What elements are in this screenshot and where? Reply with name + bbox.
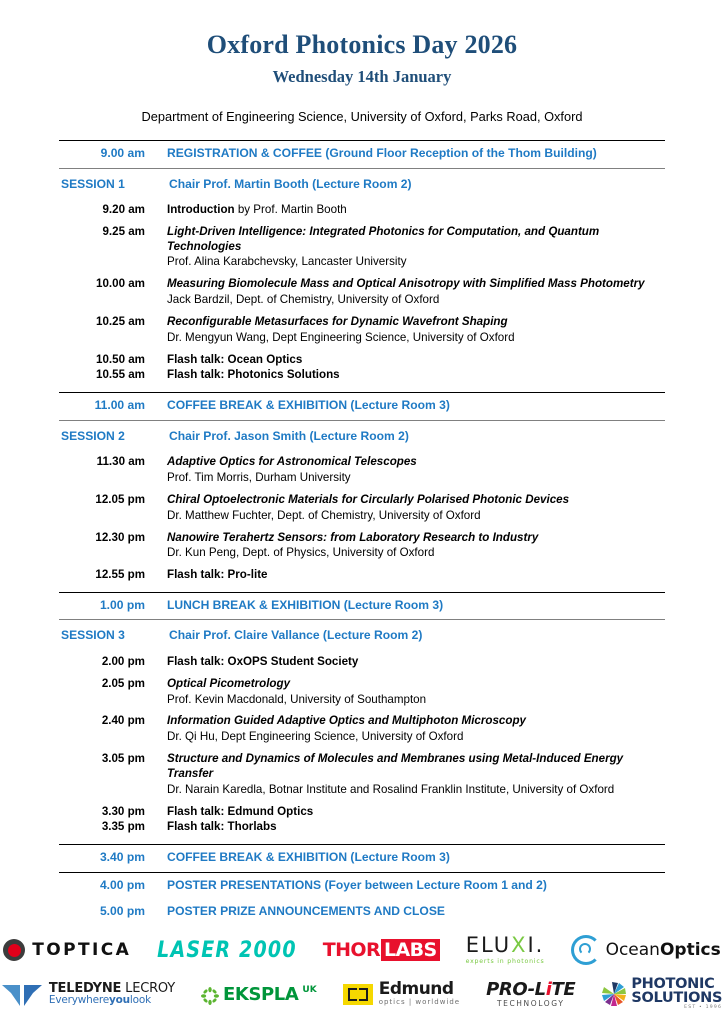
row-time: 10.00 am (96, 277, 145, 291)
schedule-row-registration (59, 140, 665, 168)
talk-body (145, 752, 665, 797)
session-header-2 (59, 421, 665, 448)
ekspla-burst-icon (201, 987, 219, 1005)
talk-row (59, 707, 665, 745)
laser2000-logo (157, 931, 297, 969)
talk-row (59, 308, 665, 346)
spacer (59, 835, 665, 844)
talk-speaker: Prof. Tim Morris, Durham University (167, 471, 351, 485)
session-header-3 (59, 620, 665, 647)
talk-title: Nanowire Terahertz Sensors: from Laboratory Research to Industry (167, 530, 539, 544)
row-time: 12.55 pm (95, 568, 145, 582)
edmund-optics-logo (343, 975, 460, 1013)
talk-speaker: Dr. Mengyun Wang, Dept Engineering Science, University of Oxford (167, 330, 515, 344)
row-time: 9.25 am (102, 224, 145, 238)
talk-row (59, 670, 665, 708)
schedule-row-lunch-break (59, 592, 665, 620)
talk-row (59, 486, 665, 524)
session-header-1 (59, 169, 665, 196)
session-label: SESSION 1 (61, 176, 125, 191)
row-time: 3.30 pm (101, 804, 145, 818)
session-chair: Chair Prof. Jason Smith (Lecture Room 2) (169, 428, 409, 443)
talk-row (59, 448, 665, 486)
row-time: 2.05 pm (101, 676, 145, 690)
photonic-solutions-pinwheel-icon (601, 981, 627, 1007)
session-chair: Chair Prof. Martin Booth (Lecture Room 2) (169, 176, 412, 191)
spacer (59, 383, 665, 392)
talk-body (145, 531, 665, 562)
edmund-tagline: optics | worldwide (378, 998, 461, 1007)
oceanoptics-logo (571, 931, 721, 969)
thorlabs-wordmark (323, 939, 440, 961)
talk-speaker: Dr. Kun Peng, Dept. of Physics, University of Oxford (167, 546, 435, 560)
photonic-solutions-line2: SOLUTIONS (631, 990, 723, 1007)
flash-talk-row (59, 648, 665, 670)
edmund-eo-icon (343, 984, 373, 1005)
eluxi-wordmark (465, 932, 545, 965)
talk-title-lead: Introduction (167, 202, 235, 216)
eluxi-part-a: ELU (465, 932, 512, 957)
teledyne-tag-c: look (129, 994, 151, 1007)
talk-body (145, 677, 665, 708)
talk-row (59, 745, 665, 797)
eluxi-x-icon: X (511, 932, 528, 957)
eluxi-main (465, 932, 545, 957)
talk-title: Chiral Optoelectronic Materials for Circularly Polarised Photonic Devices (167, 492, 570, 506)
talk-title: Light-Driven Intelligence: Integrated Photonics for Computation, and Quantum Technologies (167, 224, 600, 253)
flash-talk-label: Flash talk: Thorlabs (167, 820, 277, 834)
oceanoptics-wordmark (606, 940, 721, 960)
row-time: 10.50 am (96, 352, 145, 366)
talk-speaker: Dr. Matthew Fuchter, Dept. of Chemistry, University of Oxford (167, 508, 481, 522)
ekspla-logo (201, 975, 317, 1013)
row-label: POSTER PRESENTATIONS (Foyer between Lecture Room 1 and 2) (167, 877, 547, 892)
eluxi-tagline: experts in photonics (465, 957, 545, 965)
talk-row (59, 218, 665, 270)
row-time: 2.00 pm (101, 654, 145, 668)
talk-row (59, 270, 665, 308)
schedule-list (59, 140, 665, 926)
row-time: 4.00 pm (99, 877, 145, 892)
row-time: 3.05 pm (101, 752, 145, 766)
teledyne-line1-b: LECROY (121, 980, 175, 996)
eluxi-logo (466, 931, 545, 969)
toptica-logo (3, 931, 131, 969)
session-chair: Chair Prof. Claire Vallance (Lecture Room 2) (169, 628, 423, 643)
ekspla-wordmark: EKSPLA (223, 983, 299, 1005)
row-time: 3.40 pm (99, 850, 145, 865)
row-time: 2.40 pm (101, 714, 145, 728)
page-title: Oxford Photonics Day 2026 (206, 30, 518, 59)
photonic-solutions-logo (601, 975, 722, 1013)
talk-title: Information Guided Adaptive Optics and Multiphoton Microscopy (167, 714, 526, 728)
talk-speaker: Dr. Qi Hu, Dept Engineering Science, University of Oxford (167, 730, 464, 744)
row-time: 12.30 pm (95, 530, 145, 544)
row-time: 11.30 am (96, 455, 145, 469)
edmund-wordmark: Edmund (378, 979, 454, 1000)
flash-talk-row (59, 819, 665, 835)
flash-talk-label: Flash talk: Pro-lite (167, 568, 268, 582)
teledyne-line1 (49, 982, 175, 996)
talk-body (145, 714, 665, 745)
talk-speaker: Dr. Narain Karedla, Botnar Institute and Rosalind Franklin Institute, University of Oxford (167, 782, 615, 796)
talk-title-rest: by Prof. Martin Booth (234, 202, 347, 216)
talk-body (145, 225, 665, 270)
ekspla-uk-suffix: UK (302, 984, 317, 995)
schedule-row-poster-presentations (59, 873, 665, 899)
prolite-accent-i: i (545, 978, 552, 1000)
talk-body (145, 203, 665, 218)
session-label: SESSION 3 (61, 628, 125, 643)
talk-body (145, 493, 665, 524)
teledyne-tag-b: you (108, 994, 130, 1007)
teledyne-lecroy-logo (2, 975, 175, 1013)
row-time: 3.35 pm (101, 820, 145, 834)
sponsor-row-2 (0, 972, 724, 1016)
venue-line: Department of Engineering Science, University of Oxford, Parks Road, Oxford (141, 108, 583, 124)
photonic-solutions-line1: PHOTONIC (631, 976, 715, 993)
page-header (0, 0, 724, 124)
flash-talk-label: Flash talk: OxOPS Student Society (167, 654, 359, 668)
thorlabs-logo (323, 931, 440, 969)
row-time: 9.00 am (100, 146, 145, 161)
session-label: SESSION 2 (61, 428, 125, 443)
talk-title: Reconfigurable Metasurfaces for Dynamic Wavefront Shaping (167, 314, 508, 328)
flash-talk-row (59, 561, 665, 583)
flash-talk-row (59, 346, 665, 368)
laser2000-wordmark: LASER 2000 (157, 937, 297, 963)
toptica-wordmark: TOPTICA (32, 940, 132, 960)
talk-row (59, 196, 665, 218)
talk-title: Structure and Dynamics of Molecules and Membranes using Metal-Induced Energy Transfer (167, 752, 624, 780)
sponsor-logos (0, 928, 724, 1016)
prolite-part-a: PRO-L (486, 978, 546, 1000)
talk-body (145, 277, 665, 308)
schedule-row-poster-prize-close (59, 899, 665, 925)
ocean-spiral-icon (571, 935, 601, 965)
row-label: COFFEE BREAK & EXHIBITION (Lecture Room 3) (167, 398, 450, 413)
toptica-mark-icon (3, 939, 25, 961)
prolite-part-b: TE (551, 978, 576, 1000)
row-label: LUNCH BREAK & EXHIBITION (Lecture Room 3) (167, 597, 444, 612)
prolite-logo (486, 975, 575, 1013)
talk-speaker: Prof. Alina Karabchevsky, Lancaster University (167, 255, 407, 269)
talk-speaker: Jack Bardzil, Dept. of Chemistry, University of Oxford (167, 293, 440, 307)
row-time: 10.55 am (96, 368, 145, 382)
teledyne-tagline (49, 995, 175, 1006)
flash-talk-row (59, 798, 665, 820)
spacer (59, 583, 665, 592)
prolite-tagline: TECHNOLOGY (496, 998, 565, 1008)
talk-title (167, 203, 665, 218)
row-time: 11.00 am (94, 398, 145, 413)
row-time: 1.00 pm (99, 597, 145, 612)
row-label: POSTER PRIZE ANNOUNCEMENTS AND CLOSE (167, 904, 445, 919)
row-time: 5.00 pm (99, 904, 145, 919)
flash-talk-row (59, 367, 665, 383)
teledyne-line1-a: TELEDYNE (48, 980, 122, 996)
schedule-row-coffee-break-2 (59, 844, 665, 872)
eluxi-part-b: I. (527, 932, 545, 957)
thorlabs-wordmark-labs: LABS (381, 939, 440, 961)
sponsor-row-1 (0, 928, 724, 972)
flash-talk-label: Flash talk: Ocean Optics (167, 352, 303, 366)
page-subtitle: Wednesday 14th January (272, 66, 452, 86)
talk-speaker: Prof. Kevin Macdonald, University of Southampton (167, 692, 427, 706)
teledyne-tag-a: Everywhere (48, 994, 109, 1007)
talk-title: Optical Picometrology (167, 676, 291, 690)
talk-row (59, 524, 665, 562)
prolite-wordmark (486, 978, 576, 1000)
row-time: 12.05 pm (95, 492, 145, 506)
talk-title: Measuring Biomolecule Mass and Optical Anisotropy with Simplified Mass Photometry (167, 277, 645, 291)
flash-talk-label: Flash talk: Photonics Solutions (167, 368, 340, 382)
ocean-part-b: Optics (659, 940, 721, 960)
row-label: COFFEE BREAK & EXHIBITION (Lecture Room 3) (167, 850, 450, 865)
thorlabs-wordmark-thor: THOR (322, 939, 380, 961)
photonic-solutions-est: EST • 1996 (684, 1005, 723, 1011)
flash-talk-label: Flash talk: Edmund Optics (167, 804, 314, 818)
row-label: REGISTRATION & COFFEE (Ground Floor Reception of the Thom Building) (167, 146, 597, 161)
talk-body (145, 315, 665, 346)
teledyne-chevron-icon (2, 981, 42, 1007)
ocean-part-a: Ocean (605, 940, 660, 960)
row-time: 9.20 am (102, 202, 145, 216)
talk-title: Adaptive Optics for Astronomical Telescopes (167, 455, 417, 469)
schedule-row-coffee-break-1 (59, 392, 665, 420)
talk-body (145, 455, 665, 486)
row-time: 10.25 am (96, 314, 145, 328)
